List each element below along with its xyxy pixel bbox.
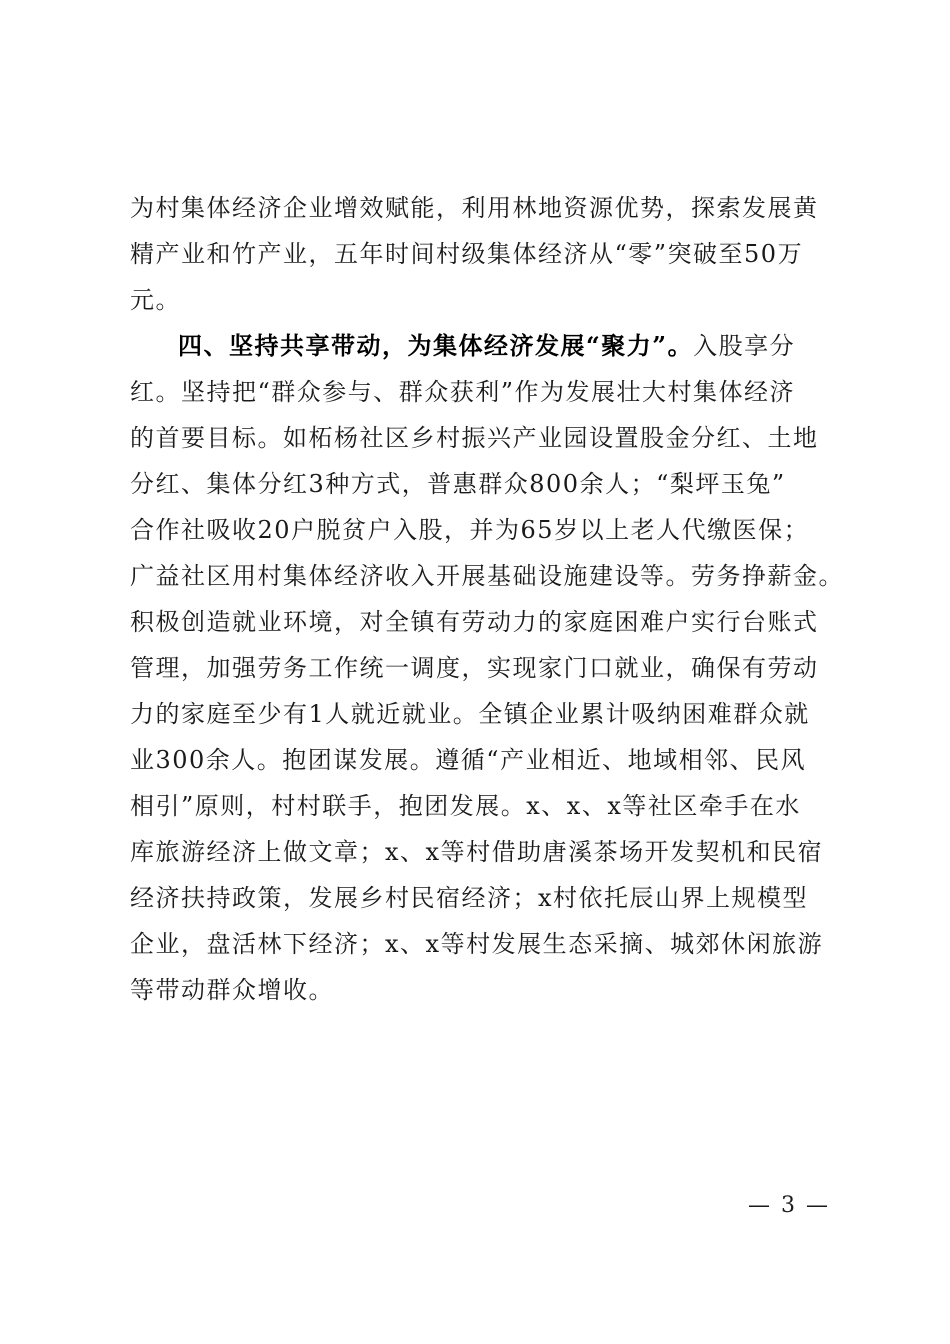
paragraph-line: 合作社吸收20户脱贫户入股，并为65岁以上老人代缴医保； (130, 516, 810, 544)
paragraph-line: 库旅游经济上做文章；x、x等村借助唐溪茶场开发契机和民宿 (130, 838, 824, 866)
paragraph-line: 的首要目标。如柘杨社区乡村振兴产业园设置股金分红、土地 (130, 424, 819, 452)
paragraph-line: 元。 (130, 286, 181, 314)
paragraph-line: 分红、集体分红3种方式，普惠群众800余人；“梨坪玉兔” (130, 470, 786, 498)
section-heading-line (178, 330, 820, 362)
paragraph-line: 等带动群众增收。 (130, 976, 334, 1004)
paragraph-line: 红。坚持把“群众参与、群众获利”作为发展壮大村集体经济 (130, 378, 796, 406)
paragraph-line: 相引”原则，村村联手，抱团发展。x、x、x等社区牵手在水 (130, 792, 801, 820)
page-number: — 3 — (748, 1193, 830, 1218)
paragraph-line: 企业，盘活林下经济；x、x等村发展生态采摘、城郊休闲旅游 (130, 930, 824, 958)
section-intro-text: 入股享分 (693, 332, 796, 360)
paragraph-line: 为村集体经济企业增效赋能，利用林地资源优势，探索发展黄 (130, 194, 819, 222)
paragraph-line: 经济扶持政策，发展乡村民宿经济；x村依托辰山界上规模型 (130, 884, 809, 912)
paragraph-line: 管理，加强劳务工作统一调度，实现家门口就业，确保有劳动 (130, 654, 819, 682)
paragraph-line: 力的家庭至少有1人就近就业。全镇企业累计吸纳困难群众就 (130, 700, 810, 728)
paragraph-line: 广益社区用村集体经济收入开展基础设施建设等。劳务挣薪金。 (130, 562, 844, 590)
section-heading: 四、坚持共享带动，为集体经济发展“聚力”。 (178, 331, 694, 360)
paragraph-line: 业300余人。抱团谋发展。遵循“产业相近、地域相邻、民风 (130, 746, 807, 774)
paragraph-line: 精产业和竹产业，五年时间村级集体经济从“零”突破至50万 (130, 240, 804, 268)
paragraph-line: 积极创造就业环境，对全镇有劳动力的家庭困难户实行台账式 (130, 608, 819, 636)
